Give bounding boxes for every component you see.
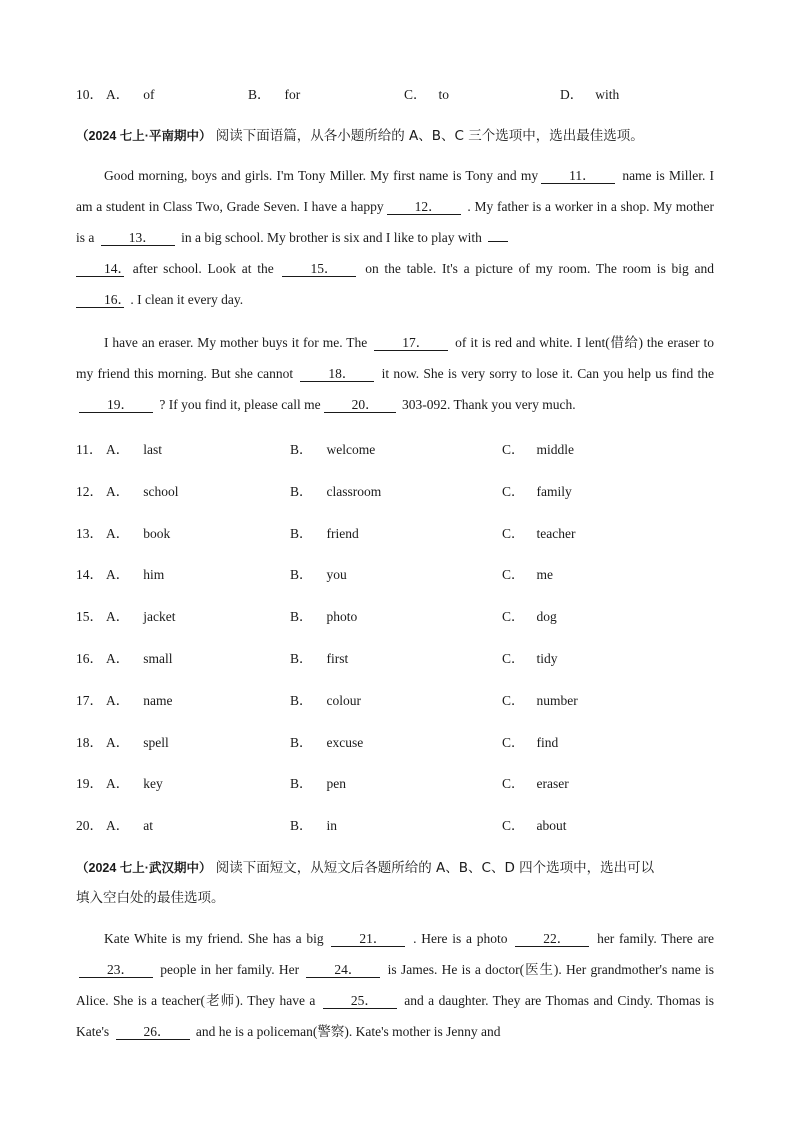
option-c[interactable] (502, 563, 553, 583)
blank-11[interactable]: 11． (541, 168, 615, 184)
option-a[interactable] (106, 814, 153, 834)
option-b[interactable]: B． for (248, 87, 301, 102)
question-number: 19． (76, 776, 103, 791)
option-text: eraser (536, 776, 569, 791)
option-a[interactable] (106, 438, 162, 458)
option-c[interactable] (502, 814, 567, 834)
option-letter: A． (106, 776, 130, 791)
option-text: in (326, 818, 338, 833)
option-text: middle (536, 442, 575, 457)
source-tag: （2024 七上·武汉期中） (76, 861, 212, 875)
question-number: 17． (76, 693, 103, 708)
option-text: dog (536, 609, 557, 624)
option-letter: A． (106, 484, 130, 499)
option-letter: B． (290, 526, 313, 541)
option-letter: C． (502, 818, 525, 833)
option-letter: B． (290, 693, 313, 708)
option-text: teacher (536, 526, 576, 541)
section-2-header (76, 856, 654, 876)
blank-12[interactable]: 12． (387, 199, 461, 215)
option-letter: B． (290, 735, 313, 750)
section-1-header (76, 124, 644, 144)
option-text: you (326, 567, 347, 582)
option-b[interactable] (290, 480, 381, 500)
option-a[interactable] (106, 689, 173, 709)
question-number: 14． (76, 567, 103, 582)
blank-15[interactable]: 15． (282, 261, 356, 277)
passage-1-paragraph-2: I have an eraser. My mother buys it for me. The 17． of it is red and white. I lent(借给) the eraser to my friend this morning. But she cannot 18． it now. She is very sorry to lose it. Can you help us find the 19． ? If you find it, please call me 20． 303-092. Thank you very much. (76, 335, 715, 412)
blank-16[interactable]: 16． (76, 292, 124, 308)
option-letter: A． (106, 567, 130, 582)
question-row (76, 438, 736, 456)
option-b[interactable] (290, 772, 346, 792)
option-text: tidy (536, 651, 558, 666)
option-letter: B． (290, 609, 313, 624)
question-row (76, 731, 736, 749)
option-text: small (143, 651, 173, 666)
option-text: him (143, 567, 165, 582)
instruction: 阅读下面语篇，从各小题所给的 A、B、C 三个选项中，选出最佳选项。 (215, 128, 644, 144)
blank-22[interactable]: 22． (515, 931, 589, 947)
option-letter: C． (502, 567, 525, 582)
option-text: last (143, 442, 162, 457)
option-text: me (536, 567, 554, 582)
blank-23[interactable]: 23． (79, 962, 153, 978)
question-row (76, 522, 736, 540)
option-letter: C． (502, 526, 525, 541)
option-a[interactable] (106, 563, 164, 583)
option-text: friend (326, 526, 359, 541)
option-letter: C． (502, 651, 525, 666)
option-letter: B． (290, 776, 313, 791)
option-text: pen (326, 776, 347, 791)
option-b[interactable] (290, 814, 337, 834)
blank-24[interactable]: 24． (306, 962, 380, 978)
option-b[interactable] (290, 605, 357, 625)
question-row (76, 814, 736, 832)
option-letter: B． (290, 442, 313, 457)
question-row (76, 647, 736, 665)
option-letter: A． (106, 693, 130, 708)
question-row (76, 563, 736, 581)
question-number: 11． (76, 442, 103, 457)
blank-19[interactable]: 19． (79, 397, 153, 413)
question-number: 20． (76, 818, 103, 833)
option-c[interactable] (502, 480, 572, 500)
option-letter: C． (502, 484, 525, 499)
option-b[interactable] (290, 689, 361, 709)
option-a[interactable]: A． of (106, 87, 155, 102)
option-c[interactable] (502, 647, 558, 667)
option-text: jacket (143, 609, 176, 624)
blank-21[interactable]: 21． (331, 931, 405, 947)
question-10 (76, 83, 736, 101)
question-row (76, 772, 736, 790)
passage-1-paragraph-1: Good morning, boys and girls. I'm Tony Miller. My first name is Tony and my 11． name is Miller. I am a student in Class Two, Grade Seven. I have a happy 12． . My father is a worker in a shop. My mother is a 13． in a big school. My brother is six and I like to play with 14． after school. Look at the 15． on the table. It's a picture of my room. The room is big and 16． . I clean it every day. (76, 168, 715, 307)
option-c[interactable] (502, 689, 578, 709)
option-text: key (143, 776, 163, 791)
option-c[interactable] (502, 772, 569, 792)
option-a[interactable] (106, 480, 179, 500)
option-letter: B． (290, 567, 313, 582)
option-letter: C． (502, 735, 525, 750)
option-b[interactable] (290, 438, 375, 458)
option-text: book (143, 526, 171, 541)
option-c[interactable] (502, 522, 575, 542)
question-number: 13． (76, 526, 103, 541)
option-letter: C． (502, 776, 525, 791)
question-number: 12． (76, 484, 103, 499)
option-a[interactable] (106, 772, 163, 792)
option-letter: A． (106, 735, 130, 750)
blank-13[interactable]: 13． (101, 230, 175, 246)
option-a[interactable] (106, 731, 169, 751)
option-letter: C． (502, 609, 525, 624)
option-letter: A． (106, 442, 130, 457)
option-d[interactable]: D． with (560, 87, 620, 102)
blank-20[interactable]: 20． (324, 397, 396, 413)
option-text: school (143, 484, 179, 499)
option-a[interactable] (106, 522, 170, 542)
option-text: first (326, 651, 349, 666)
blank-18[interactable]: 18． (300, 366, 374, 382)
option-letter: B． (290, 651, 313, 666)
section-2-header-line-2 (76, 886, 225, 906)
option-b[interactable] (290, 563, 347, 583)
option-letter: C． (502, 442, 525, 457)
option-text: find (536, 735, 559, 750)
instruction-line-1: 阅读下面短文，从短文后各题所给的 A、B、C、D 四个选项中，选出可以 (215, 860, 655, 876)
blank-14[interactable]: 14． (76, 261, 124, 277)
question-number: 15． (76, 609, 103, 624)
option-c[interactable]: C． to (404, 87, 450, 102)
question-row (76, 480, 736, 498)
option-text: family (536, 484, 572, 499)
question-row (76, 689, 736, 707)
option-text: about (536, 818, 567, 833)
option-letter: A． (106, 651, 130, 666)
option-letter: A． (106, 526, 130, 541)
blank-25[interactable]: 25． (323, 993, 397, 1009)
question-number: 16． (76, 651, 103, 666)
option-c[interactable] (502, 605, 557, 625)
question-number: 18． (76, 735, 103, 750)
option-text: colour (326, 693, 362, 708)
option-b[interactable] (290, 731, 363, 751)
option-text: welcome (326, 442, 376, 457)
option-text: photo (326, 609, 358, 624)
passage-2-paragraph-1: Kate White is my friend. She has a big 21． . Here is a photo 22． her family. There are 23． people in her family. Her 24． is James. He is a doctor(医生). Her grandmother's name is Alice. She is a teacher(老师). They have a 25． and a daughter. They are Thomas and Cindy. Thomas is Kate's 26． and he is a policeman(警察). Kate's mother is Jenny and (76, 931, 715, 1039)
option-text: number (536, 693, 578, 708)
question-row (76, 605, 736, 623)
question-number: 10． (76, 87, 103, 102)
option-b[interactable] (290, 522, 359, 542)
source-tag: （2024 七上·平南期中） (76, 129, 212, 143)
option-text: name (143, 693, 173, 708)
option-letter: A． (106, 818, 130, 833)
option-c[interactable] (502, 438, 574, 458)
option-letter: B． (290, 818, 313, 833)
instruction-line-2: 填入空白处的最佳选项。 (76, 890, 225, 906)
option-a[interactable] (106, 647, 173, 667)
option-text: excuse (326, 735, 364, 750)
option-a[interactable] (106, 605, 175, 625)
option-letter: B． (290, 484, 313, 499)
option-letter: C． (502, 693, 525, 708)
option-b[interactable] (290, 647, 348, 667)
blank-26[interactable]: 26． (116, 1024, 190, 1040)
option-text: at (143, 818, 153, 833)
option-text: classroom (326, 484, 382, 499)
option-c[interactable] (502, 731, 558, 751)
option-text: spell (143, 735, 169, 750)
option-letter: A． (106, 609, 130, 624)
blank-14-underline (488, 241, 508, 242)
blank-17[interactable]: 17． (374, 335, 448, 351)
